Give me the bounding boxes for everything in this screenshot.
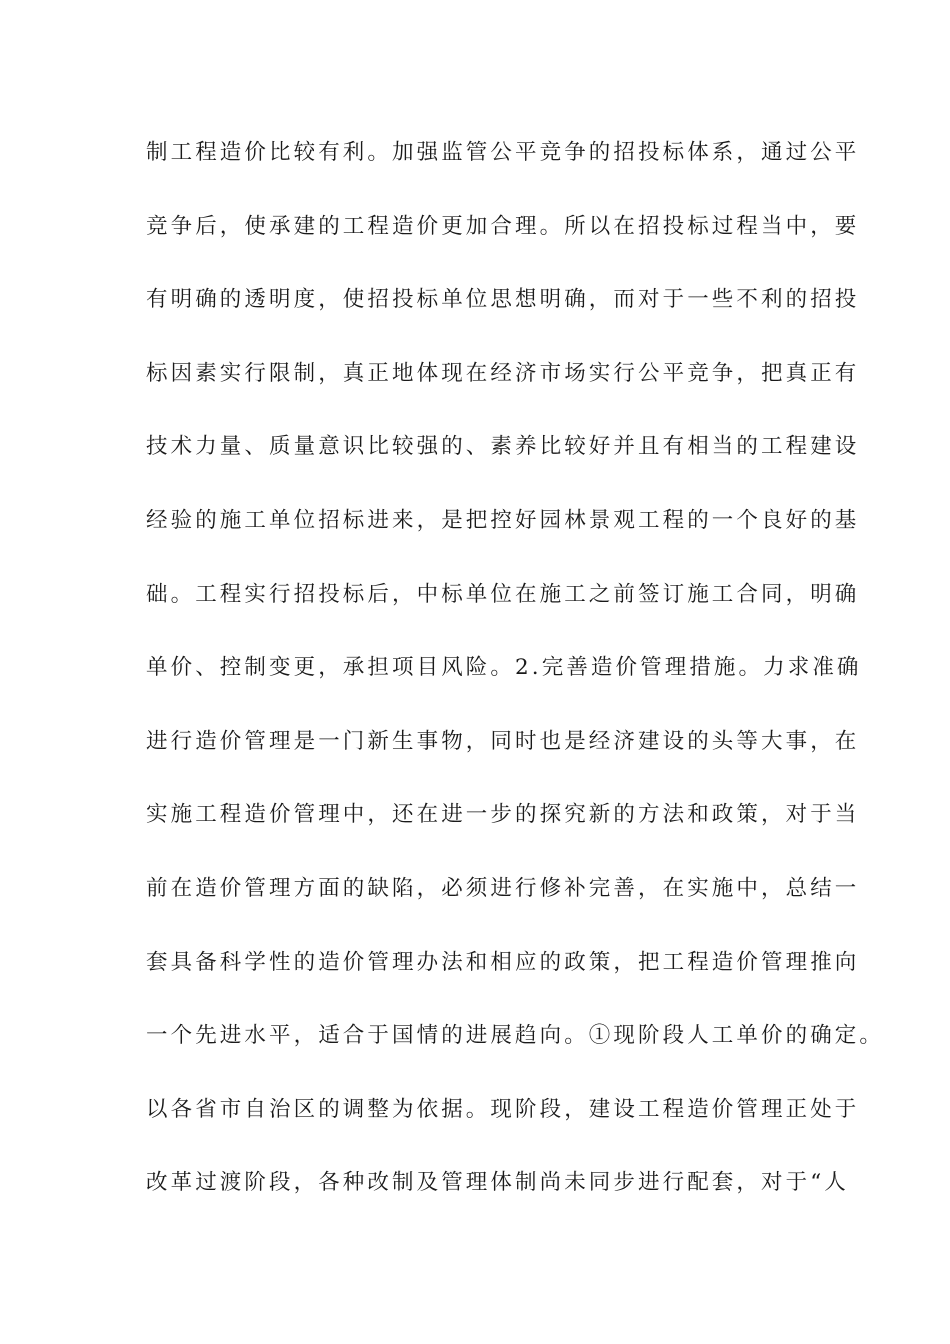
text-line: 制工程造价比较有利。加强监管公平竞争的招投标体系，通过公平 bbox=[146, 140, 860, 165]
text-line: 一个先进水平，适合于国情的进展趋向。①现阶段人工单价的确定。 bbox=[146, 1023, 885, 1049]
text-line: 前在造价管理方面的缺陷，必须进行修补完善，在实施中，总结一 bbox=[146, 875, 860, 901]
text-line: 技术力量、质量意识比较强的、素养比较好并且有相当的工程建设 bbox=[146, 434, 860, 460]
text-line: 竞争后，使承建的工程造价更加合理。所以在招投标过程当中，要 bbox=[146, 213, 860, 239]
text-line: 标因素实行限制，真正地体现在经济市场实行公平竞争，把真正有 bbox=[146, 360, 860, 386]
text-line: 改革过渡阶段，各种改制及管理体制尚未同步进行配套，对于“人 bbox=[146, 1170, 849, 1196]
text-line: 础。工程实行招投标后，中标单位在施工之前签订施工合同，明确 bbox=[146, 581, 860, 607]
text-line: 单价、控制变更，承担项目风险。2.完善造价管理措施。力求准确 bbox=[146, 655, 862, 681]
text-line: 有明确的透明度，使招投标单位思想明确，而对于一些不利的招投 bbox=[146, 287, 860, 313]
text-line: 进行造价管理是一门新生事物，同时也是经济建设的头等大事，在 bbox=[146, 728, 860, 754]
body-text bbox=[146, 128, 885, 1232]
text-line: 实施工程造价管理中，还在进一步的探究新的方法和政策，对于当 bbox=[146, 802, 860, 828]
text-line: 以各省市自治区的调整为依据。现阶段，建设工程造价管理正处于 bbox=[146, 1096, 860, 1122]
text-line: 套具备科学性的造价管理办法和相应的政策，把工程造价管理推向 bbox=[146, 949, 860, 975]
text-line: 经验的施工单位招标进来，是把控好园林景观工程的一个良好的基 bbox=[146, 507, 860, 533]
